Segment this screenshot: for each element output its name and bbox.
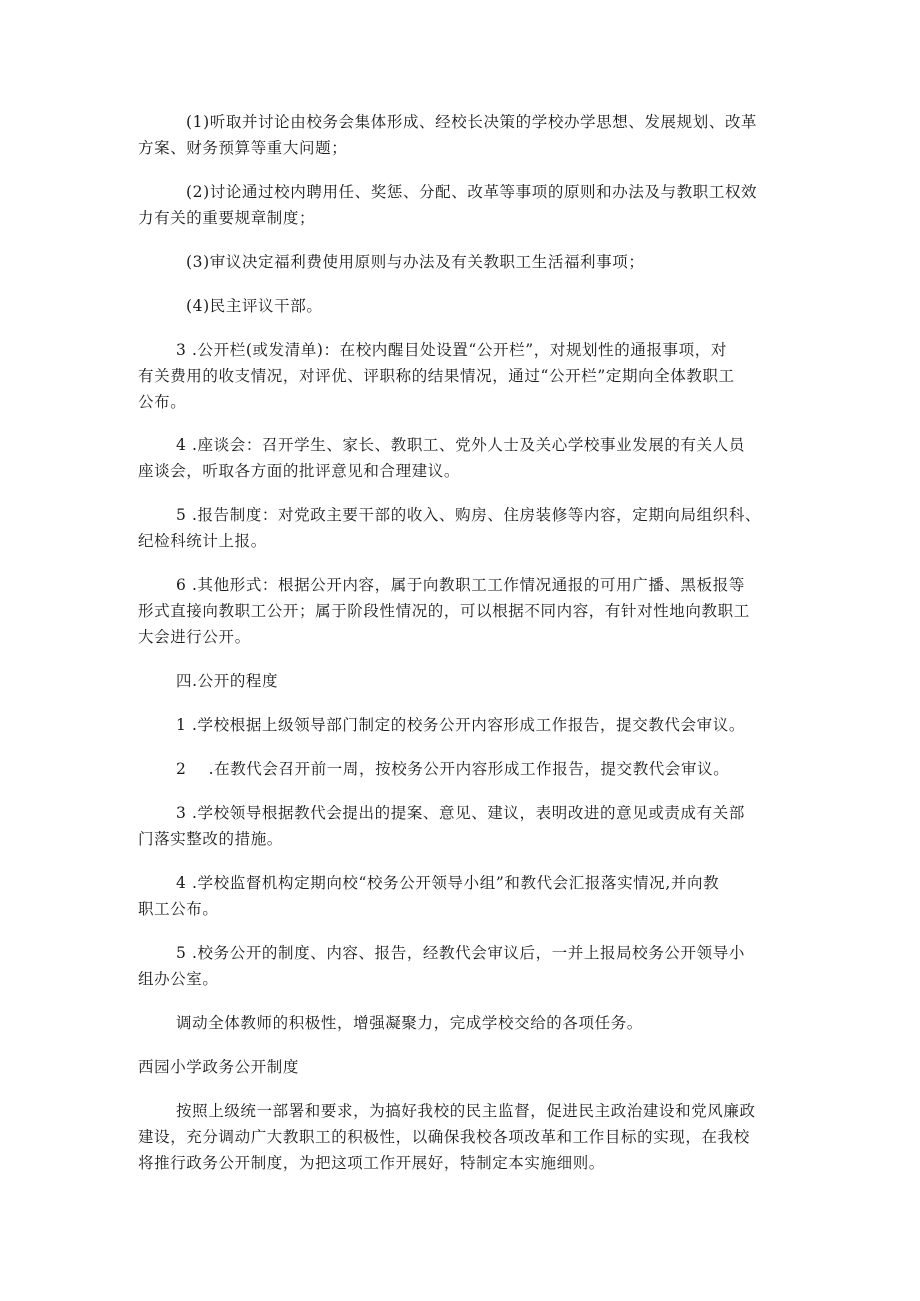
form-6-line-1: 6 .其他形式：根据公开内容，属于向教职工工作情况通报的可用广播、黑板报等 [176, 576, 745, 594]
intro-line-1: 按照上级统一部署和要求，为搞好我校的民主监督，促进民主政治建设和党风廉政 [176, 1102, 756, 1120]
item-3-line-1: (3)审议决定福利费使用原则与办法及有关教职工生活福利事项； [186, 253, 645, 271]
closing-line: 调动全体教师的积极性，增强凝聚力，完成学校交给的各项任务。 [176, 1014, 643, 1032]
form-3-line-2: 有关费用的收支情况，对评优、评职称的结果情况，通过“公开栏”定期向全体教职工 [138, 367, 735, 385]
item-2-line-2: 力有关的重要规章制度； [138, 209, 316, 227]
step-1-line-1: 1 .学校根据上级领导部门制定的校务公开内容形成工作报告，提交教代会审议。 [176, 716, 745, 734]
form-5-line-2: 纪检科统计上报。 [138, 532, 267, 550]
form-6-line-3: 大会进行公开。 [138, 628, 251, 646]
item-2-line-1: (2)讨论通过校内聘用任、奖惩、分配、改革等事项的原则和办法及与教职工权效 [186, 183, 758, 201]
item-1-line-1: (1)听取并讨论由校务会集体形成、经校长决策的学校办学思想、发展规划、改革 [186, 113, 758, 131]
form-4-line-1: 4 .座谈会：召开学生、家长、教职工、党外人士及关心学校事业发展的有关人员 [176, 436, 745, 454]
form-4-line-2: 座谈会，听取各方面的批评意见和合理建议。 [138, 462, 461, 480]
step-3-line-2: 门落实整改的措施。 [138, 830, 283, 848]
item-4-line-1: (4)民主评议干部。 [186, 297, 323, 315]
form-3-line-3: 公布。 [138, 393, 187, 411]
form-5-line-1: 5 .报告制度：对党政主要干部的收入、购房、住房装修等内容，定期向局组织科、 [176, 506, 762, 524]
step-2-line-1: 2 .在教代会召开前一周，按校务公开内容形成工作报告，提交教代会审议。 [176, 760, 730, 778]
step-4-line-1: 4 .学校监督机构定期向校“校务公开领导小组”和教代会汇报落实情况,并向教 [176, 874, 720, 892]
document-title: 西园小学政务公开制度 [138, 1058, 300, 1076]
section-4-heading: 四.公开的程度 [176, 672, 279, 690]
form-6-line-2: 形式直接向教职工公开；属于阶段性情况的，可以根据不同内容，有针对性地向教职工 [138, 602, 750, 620]
step-5-line-2: 组办公室。 [138, 970, 219, 988]
intro-line-3: 将推行政务公开制度，为把这项工作开展好，特制定本实施细则。 [138, 1154, 605, 1172]
item-1-line-2: 方案、财务预算等重大问题； [138, 139, 348, 157]
step-3-line-1: 3 .学校领导根据教代会提出的提案、意见、建议，表明改进的意见或责成有关部 [176, 804, 745, 822]
step-4-line-2: 职工公布。 [138, 900, 219, 918]
intro-line-2: 建设，充分调动广大教职工的积极性，以确保我校各项改革和工作目标的实现，在我校 [138, 1128, 750, 1146]
step-5-line-1: 5 .校务公开的制度、内容、报告，经教代会审议后，一并上报局校务公开领导小 [176, 944, 745, 962]
form-3-line-1: 3 .公开栏(或发清单)：在校内醒目处设置“公开栏”，对规划性的通报事项，对 [176, 341, 727, 359]
